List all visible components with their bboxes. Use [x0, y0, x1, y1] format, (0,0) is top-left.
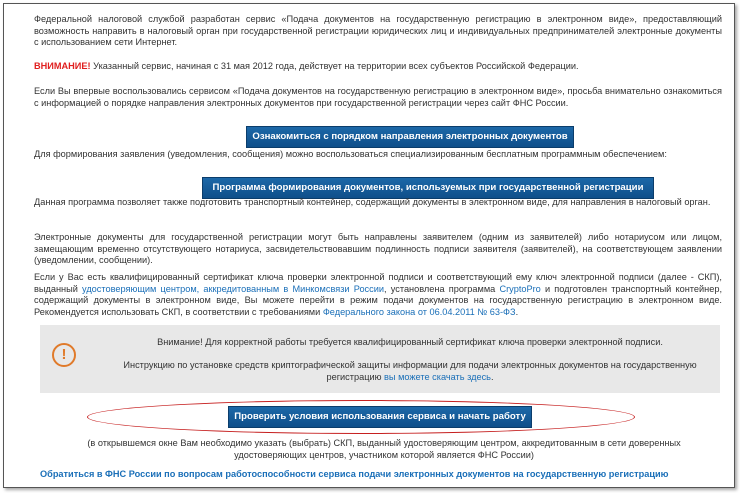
cryptopro-link[interactable]: CryptoPro [499, 283, 541, 294]
download-instructions-link[interactable]: вы можете скачать здесь [384, 371, 491, 382]
certificate-paragraph [34, 272, 722, 318]
certificate-text-3: и подготовлен транспортный контейнер, содержащий документы в электронном виде, Вы можете перейти в режим подачи документов на государственную регистрацию в электронном виде. Рекомендуется использовать СКП, в соответствии с требованиями [34, 283, 722, 317]
after-button-note: (в открывшемся окне Вам необходимо указать (выбрать) СКП, выданный удостоверяющим центром, аккредитованным в сети доверенных удостоверяющих центров, участником которой является ФНС России) [87, 438, 681, 460]
software-paragraph: Для формирования заявления (уведомления, сообщения) можно воспользоваться специализированным бесплатным программным обеспечением: [34, 149, 667, 159]
contact-fns-link[interactable]: Обратиться в ФНС России по вопросам работоспособности сервиса подачи электронных документов на государственную регистрацию [40, 469, 669, 479]
start-service-button[interactable]: Проверить условия использования сервиса и начать работу [228, 406, 532, 428]
notice-line-2-end: . [490, 371, 494, 382]
first-use-paragraph: Если Вы впервые воспользовались сервисом «Подача документов на государственную регистрацию в электронном виде», просьба внимательно ознакомиться с информацией о порядке направления электронных документов при государственной регистрации через сайт ФНС России. [34, 86, 722, 108]
exclamation-icon: ! [52, 343, 76, 367]
notice-line-2-text: Инструкцию по установке средств криптографической защиты информации для подачи электронных документов на государственную регистрацию [123, 360, 697, 382]
certificate-notice [40, 325, 720, 393]
federal-law-link[interactable]: Федерального закона от 06.04.2011 № 63-ФЗ [322, 306, 516, 317]
certificate-text-1: Если у Вас есть квалифицированный сертификат ключа проверки электронной подписи и соответствующий ему ключ электронной подписи (далее - СКП), выданный [34, 272, 722, 294]
certificate-text-2: , установлена программа [384, 283, 500, 294]
attention-label: ВНИМАНИЕ! [34, 61, 91, 71]
procedure-button[interactable]: Ознакомиться с порядком направления электронных документов [246, 126, 574, 148]
certificate-text-4: . [515, 306, 519, 317]
notice-line-2 [120, 360, 700, 383]
attention-text: Указанный сервис, начиная с 31 мая 2012 года, действует на территории всех субъектов Российской Федерации. [90, 61, 579, 71]
program-button[interactable]: Программа формирования документов, используемых при государственной регистрации [202, 177, 654, 199]
accredited-center-link[interactable]: удостоверяющим центром, аккредитованным в Минкомсвязи России [82, 283, 385, 294]
notice-line-1: Внимание! Для корректной работы требуется квалифицированный сертификат ключа проверки электронной подписи. [157, 337, 663, 347]
signing-paragraph: Электронные документы для государственной регистрации могут быть направлены заявителем (одним из заявителей) либо нотариусом или лицом, замещающим временно отсутствующего нотариуса, засвидетельствовавшим подлинность подписи заявителя (заявителей), на соответствующем заявлении (уведомлении, сообщении). [34, 232, 722, 265]
container-paragraph: Данная программа позволяет также подготовить транспортный контейнер, содержащий документы в электронном виде, для направления в налоговый орган. [34, 197, 711, 207]
page-frame [3, 3, 735, 488]
attention-paragraph [34, 61, 722, 73]
intro-paragraph: Федеральной налоговой службой разработан сервис «Подача документов на государственную регистрацию в электронном виде», предоставляющий возможность направить в налоговый орган при государственной регистрации юридических лиц и индивидуальных предпринимателей электронные документы с использованием сети Интернет. [34, 14, 722, 47]
